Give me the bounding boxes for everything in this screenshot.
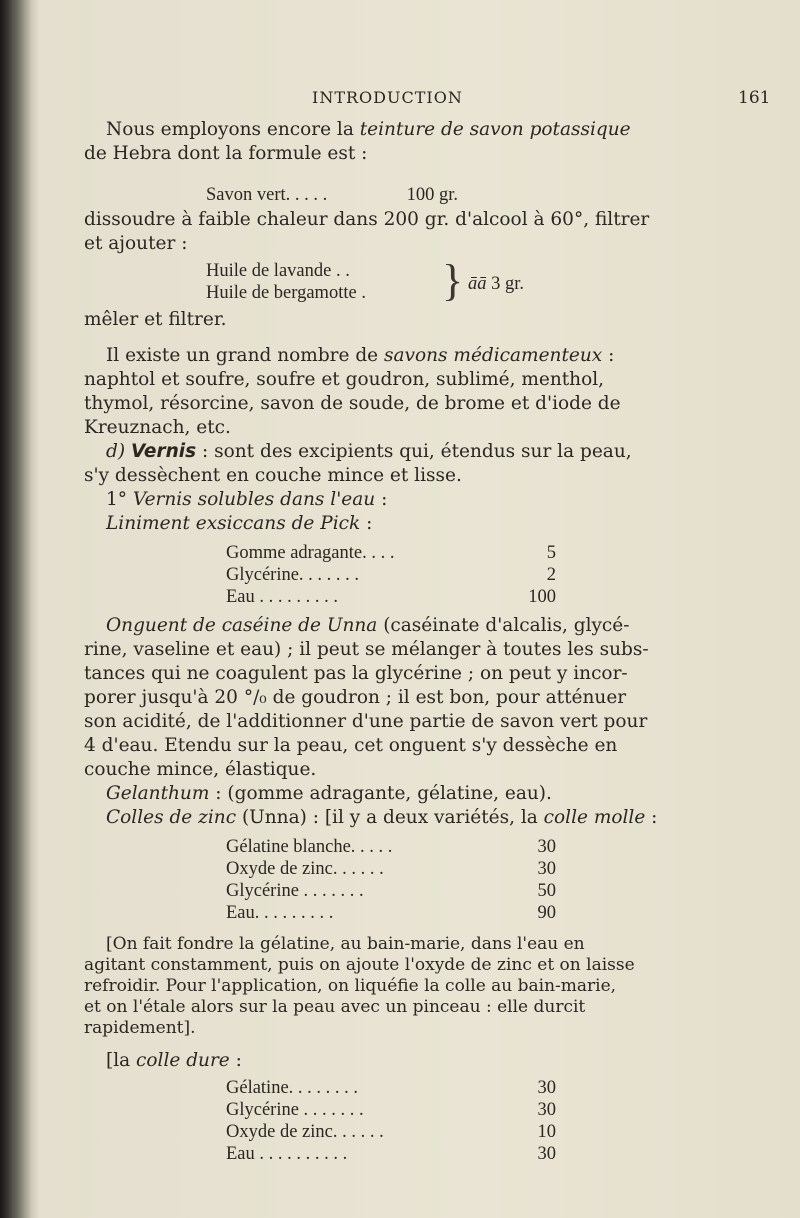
italic-term: colle molle: [543, 807, 646, 828]
ingredient-quantity: 10: [537, 1122, 556, 1142]
formula-row: [226, 542, 556, 564]
note-paragraph: [84, 934, 714, 1039]
text-line: naphtol et soufre, soufre et goudron, sublimé, menthol,: [84, 369, 605, 390]
italic-term: savons médicamenteux: [384, 345, 603, 366]
text-run: : (gomme adragante, gélatine, eau).: [209, 783, 552, 804]
ingredient-quantity: 30: [537, 1078, 556, 1098]
text-line: et on l'étale alors sur la peau avec un pinceau : elle durcit: [84, 997, 586, 1017]
text-line: Kreuznach, etc.: [84, 417, 231, 438]
formula-row: [206, 282, 626, 304]
text-line: de Hebra dont la formule est :: [84, 143, 368, 164]
text-line: [84, 614, 714, 638]
section-heading: Vernis: [130, 441, 197, 462]
text-line: tances qui ne coagulent pas la glycérine ; on peut y incor-: [84, 663, 628, 684]
formula-row: [226, 836, 556, 858]
page-body: [84, 118, 714, 1165]
ingredient-name: Oxyde de zinc. . . . . .: [226, 859, 384, 879]
formula-colle-molle: [226, 836, 556, 924]
ingredient-quantity: 5: [546, 543, 556, 563]
text-line: rine, vaseline et eau) ; il peut se mélanger à toutes les subs-: [84, 639, 649, 660]
preparation-name: Colles de zinc: [106, 807, 237, 828]
ingredient-name: Oxyde de zinc. . . . . .: [226, 1122, 384, 1142]
text-run: :: [645, 807, 658, 828]
formula-row: [226, 858, 556, 880]
ingredient-quantity: 100 gr.: [406, 185, 458, 205]
ingredient-name: Huile de lavande . .: [206, 261, 350, 281]
running-head: INTRODUCTION: [312, 88, 463, 107]
text-run: (caséinate d'alcalis, glycé-: [377, 615, 630, 636]
text-line: [84, 344, 714, 368]
text-run: :: [375, 489, 388, 510]
italic-term: colle dure: [136, 1050, 230, 1071]
formula-row: [226, 1077, 556, 1099]
binding-gutter-shadow: [0, 0, 32, 1218]
ingredient-name: Eau . . . . . . . . . .: [226, 1144, 348, 1164]
ingredient-quantity: 30: [537, 859, 556, 879]
ingredient-quantity: 100: [528, 587, 556, 607]
formula-savon: [206, 184, 458, 206]
ingredient-name: Glycérine . . . . . . .: [226, 881, 364, 901]
text-run: (Unna) : [il y a deux variétés, la: [236, 807, 544, 828]
formula-colle-dure: [226, 1077, 556, 1165]
ana-mark: āā: [468, 274, 487, 294]
text-run: Il existe un grand nombre de: [106, 345, 385, 366]
text-line: et ajouter :: [84, 233, 188, 254]
ingredient-name: Glycérine . . . . . . .: [226, 1100, 364, 1120]
text-line: agitant constamment, puis on ajoute l'oxyde de zinc et on laisse: [84, 955, 635, 975]
text-line: [84, 512, 714, 536]
formula-row: [226, 902, 556, 924]
ana-quantity: [468, 272, 524, 296]
ingredient-name: Glycérine. . . . . . .: [226, 565, 360, 585]
ingredient-name: Gomme adragante. . . .: [226, 543, 395, 563]
ingredient-name: Eau. . . . . . . . .: [226, 903, 334, 923]
preparation-name: Onguent de caséine de Unna: [106, 615, 378, 636]
formula-liniment: [226, 542, 556, 608]
formula-row: [206, 260, 626, 282]
text-line: [84, 806, 714, 830]
text-line: s'y dessèchent en couche mince et lisse.: [84, 465, 462, 486]
ingredient-quantity: 2: [546, 565, 556, 585]
ingredient-name: Huile de bergamotte .: [206, 283, 366, 303]
text-line: couche mince, élastique.: [84, 759, 317, 780]
ingredient-quantity: 30: [537, 1144, 556, 1164]
ingredient-name: Gélatine. . . . . . . .: [226, 1078, 359, 1098]
subsection-number: 1°: [106, 489, 128, 510]
formula-row: [226, 880, 556, 902]
ingredient-quantity: 30: [537, 837, 556, 857]
text-line: dissoudre à faible chaleur dans 200 gr. d'alcool à 60°, filtrer: [84, 209, 650, 230]
subsection-heading: Vernis solubles dans l'eau: [132, 489, 376, 510]
text-line: [84, 782, 714, 806]
text-line: [84, 1049, 714, 1073]
text-run: :: [229, 1050, 242, 1071]
ingredient-name: Eau . . . . . . . . .: [226, 587, 339, 607]
text-line: 4 d'eau. Etendu sur la peau, cet onguent s'y dessèche en: [84, 735, 618, 756]
text-line: thymol, résorcine, savon de soude, de brome et d'iode de: [84, 393, 621, 414]
ingredient-quantity: 50: [537, 881, 556, 901]
text-line: porer jusqu'à 20 °/₀ de goudron ; il est bon, pour atténuer: [84, 687, 627, 708]
formula-row: [206, 184, 458, 206]
preparation-name: Liniment exsiccans de Pick: [106, 513, 361, 534]
text-line: rapidement].: [84, 1018, 196, 1038]
preparation-name: Gelanthum: [106, 783, 210, 804]
text-line: [84, 118, 714, 142]
text-run: Nous employons encore la: [106, 119, 360, 140]
ingredient-quantity: 30: [537, 1100, 556, 1120]
text-line: son acidité, de l'additionner d'une partie de savon vert pour: [84, 711, 648, 732]
ingredient-name: Gélatine blanche. . . . .: [226, 837, 393, 857]
brace-symbol: }: [442, 256, 464, 305]
section-marker: d): [106, 441, 126, 462]
text-run: :: [602, 345, 615, 366]
text-line: mêler et filtrer.: [84, 309, 227, 330]
formula-row: [226, 1121, 556, 1143]
formula-row: [226, 1143, 556, 1165]
formula-row: [226, 564, 556, 586]
ingredient-quantity: 90: [537, 903, 556, 923]
ingredient-name: Savon vert. . . . .: [206, 185, 328, 205]
ingredient-quantity: 3 gr.: [491, 274, 525, 294]
formula-row: [226, 1099, 556, 1121]
text-run: : sont des excipients qui, étendus sur la peau,: [196, 441, 632, 462]
text-line: [On fait fondre la gélatine, au bain-marie, dans l'eau en: [106, 934, 585, 954]
text-line: refroidir. Pour l'application, on liquéfie la colle au bain-marie,: [84, 976, 617, 996]
text-line: [84, 488, 714, 512]
formula-row: [226, 586, 556, 608]
italic-term: teinture de savon potassique: [359, 119, 631, 140]
text-run: [la: [106, 1050, 137, 1071]
text-line: [84, 440, 714, 464]
page-number: 161: [738, 88, 771, 108]
text-run: :: [360, 513, 373, 534]
formula-huiles: [206, 256, 626, 308]
